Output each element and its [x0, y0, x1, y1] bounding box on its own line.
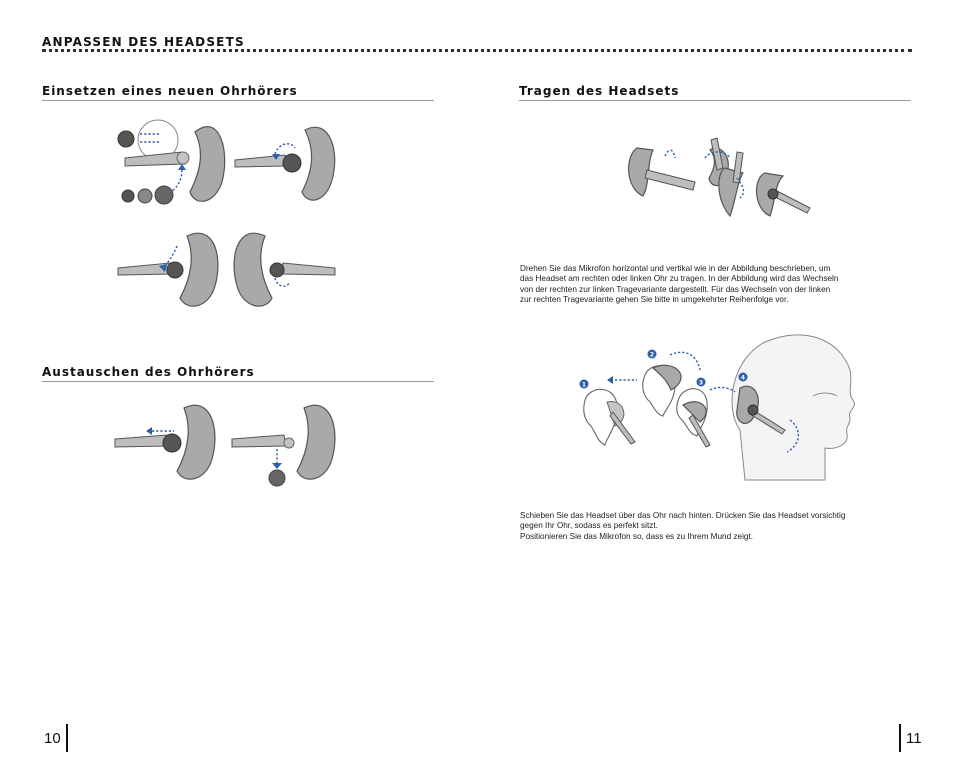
section-divider [42, 100, 434, 101]
step-number: 4 [740, 374, 746, 382]
earbud-icon [118, 131, 134, 147]
headset-boom-mirrored [281, 263, 335, 275]
earbud-icon [748, 405, 758, 415]
headset-hub [177, 152, 189, 164]
text-line: gegen Ihr Ohr, sodass es perfekt sitzt. [520, 521, 658, 531]
headset-body [177, 405, 215, 479]
arrow-head-icon [178, 164, 186, 170]
earbud-icon [167, 262, 183, 278]
earbud-removed-icon [269, 470, 285, 486]
headset-body [180, 233, 218, 306]
headset-body [302, 127, 335, 200]
step-number: 3 [698, 379, 704, 387]
earbud-icon [163, 434, 181, 452]
text-line: Schieben Sie das Headset über das Ohr nach hinten. Drücken Sie das Headset vorsichtig [520, 511, 846, 520]
page-number-bar [899, 724, 901, 752]
section-divider [519, 100, 911, 101]
page-title: ANPASSEN DES HEADSETS [42, 35, 245, 49]
arrow-icon [665, 150, 675, 158]
page-number-bar [66, 724, 68, 752]
headset-body [297, 405, 335, 479]
headset-boom [645, 170, 695, 190]
arrow-icon [710, 387, 735, 392]
title-dotted-divider [42, 49, 912, 52]
illustration-insert-earbud-step2 [230, 122, 340, 212]
headset-boom [115, 435, 169, 447]
headset-boom [232, 435, 286, 447]
step-number: 1 [581, 381, 587, 389]
text-line: Drehen Sie das Mikrofon horizontal und vertikal wie in der Abbildung beschrieben, um [520, 264, 831, 273]
earbud-large-icon [155, 186, 173, 204]
paragraph-rotate-microphone [520, 264, 912, 306]
earbud-small-icon [122, 190, 134, 202]
text-line: Positionieren Sie das Mikrofon so, dass es zu Ihrem Mund zeigt. [520, 531, 753, 541]
arrow-head-icon [272, 463, 282, 469]
headset-body [190, 127, 225, 202]
illustration-wearing-steps [575, 330, 860, 480]
headset-boom [235, 155, 287, 167]
illustration-insert-earbud-step3 [115, 228, 340, 318]
illustration-rotate-microphone [625, 138, 815, 218]
text-line: das Headset am rechten oder linken Ohr zu tragen. In der Abbildung wird das Wechseln [520, 274, 839, 284]
headset-boom [773, 190, 810, 213]
arrow-icon [275, 278, 290, 286]
section-title-insert-earbud: Einsetzen eines neuen Ohrhörers [42, 84, 298, 98]
arrow-head-icon [146, 427, 152, 435]
section-divider [42, 381, 434, 382]
arrow-icon [170, 170, 182, 192]
earbud-icon [270, 263, 284, 277]
earbud-icon [768, 189, 778, 199]
arrow-icon [275, 144, 295, 154]
earbud-medium-icon [138, 189, 152, 203]
step-number: 2 [649, 351, 655, 359]
section-title-wearing-headset: Tragen des Headsets [519, 84, 680, 98]
page-number-right: 11 [906, 730, 922, 747]
headset-body-mirrored [234, 233, 272, 306]
paragraph-wearing-instructions [520, 511, 912, 542]
earbud-icon [283, 154, 301, 172]
headset-hub [284, 438, 294, 448]
page-number-left: 10 [44, 730, 61, 747]
text-line: zur rechten Tragevariante gehen Sie bitte in umgekehrter Reihenfolge vor. [520, 295, 789, 305]
text-line: von der rechten zur linken Tragevariante dargestellt. Für das Wechseln von der linken [520, 284, 831, 294]
illustration-replace-earbud [112, 403, 342, 495]
arrow-head-icon [607, 376, 613, 384]
section-title-replace-earbud: Austauschen des Ohrhörers [42, 365, 255, 379]
